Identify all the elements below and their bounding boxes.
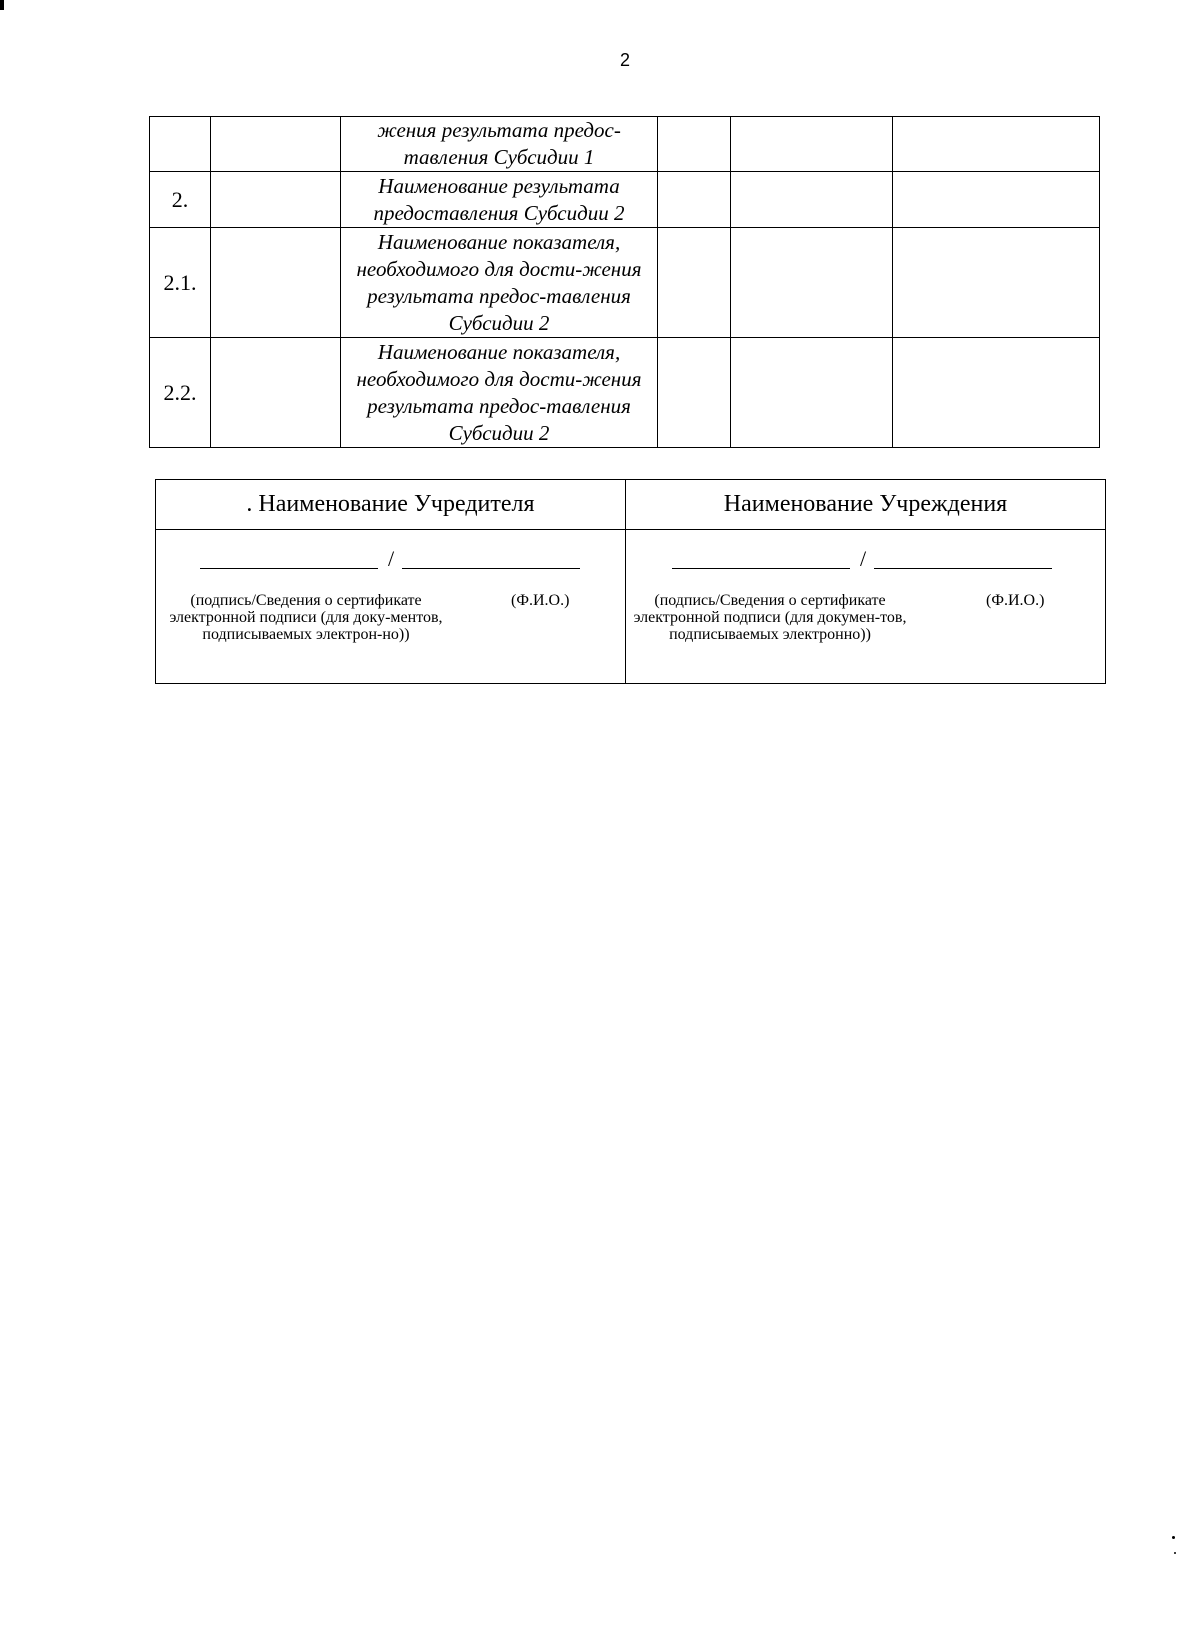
empty-cell (731, 172, 893, 228)
scan-corner-mark (0, 0, 4, 10)
signature-line (200, 568, 378, 569)
fio-caption: (Ф.И.О.) (986, 592, 1045, 609)
empty-cell (893, 228, 1100, 338)
empty-cell (658, 338, 731, 448)
row-number: 2. (150, 172, 211, 228)
signature-caption: (подпись/Сведения о сертификате электронной подписи (для доку-ментов, подписываемых электрон-но)) (169, 592, 443, 643)
signature-slash: / (388, 546, 395, 571)
empty-cell (731, 338, 893, 448)
fio-line (874, 568, 1052, 569)
empty-cell (211, 117, 341, 172)
result-name: жения результата предос-тавления Субсидии 1 (341, 117, 658, 172)
empty-cell (658, 172, 731, 228)
institution-signature-block (626, 530, 1106, 684)
empty-cell (658, 117, 731, 172)
row-number (150, 117, 211, 172)
row-number: 2.2. (150, 338, 211, 448)
table-row (150, 228, 1100, 338)
founder-signature-block (156, 530, 626, 684)
empty-cell (211, 338, 341, 448)
empty-cell (893, 117, 1100, 172)
signature-caption: (подпись/Сведения о сертификате электронной подписи (для докумен-тов, подписываемых электронно)) (633, 592, 907, 643)
empty-cell (893, 172, 1100, 228)
signature-line (672, 568, 850, 569)
founder-title: . Наименование Учредителя (156, 480, 626, 530)
fio-caption: (Ф.И.О.) (511, 592, 570, 609)
table-row (150, 172, 1100, 228)
empty-cell (211, 172, 341, 228)
scan-speck (1172, 1536, 1175, 1539)
empty-cell (731, 228, 893, 338)
results-table (149, 116, 1100, 448)
empty-cell (893, 338, 1100, 448)
scan-speck (1174, 1552, 1176, 1554)
table-row (150, 338, 1100, 448)
signature-table (155, 479, 1106, 684)
empty-cell (731, 117, 893, 172)
result-name: Наименование результата предоставления Субсидии 2 (341, 172, 658, 228)
signature-slash: / (860, 546, 867, 571)
indicator-name: Наименование показателя, необходимого для дости-жения результата предос-тавления Субсидии 2 (341, 228, 658, 338)
empty-cell (658, 228, 731, 338)
indicator-name: Наименование показателя, необходимого для дости-жения результата предос-тавления Субсидии 2 (341, 338, 658, 448)
institution-title: Наименование Учреждения (626, 480, 1106, 530)
fio-line (402, 568, 580, 569)
page-number: 2 (619, 50, 630, 70)
row-number: 2.1. (150, 228, 211, 338)
table-row (150, 117, 1100, 172)
empty-cell (211, 228, 341, 338)
